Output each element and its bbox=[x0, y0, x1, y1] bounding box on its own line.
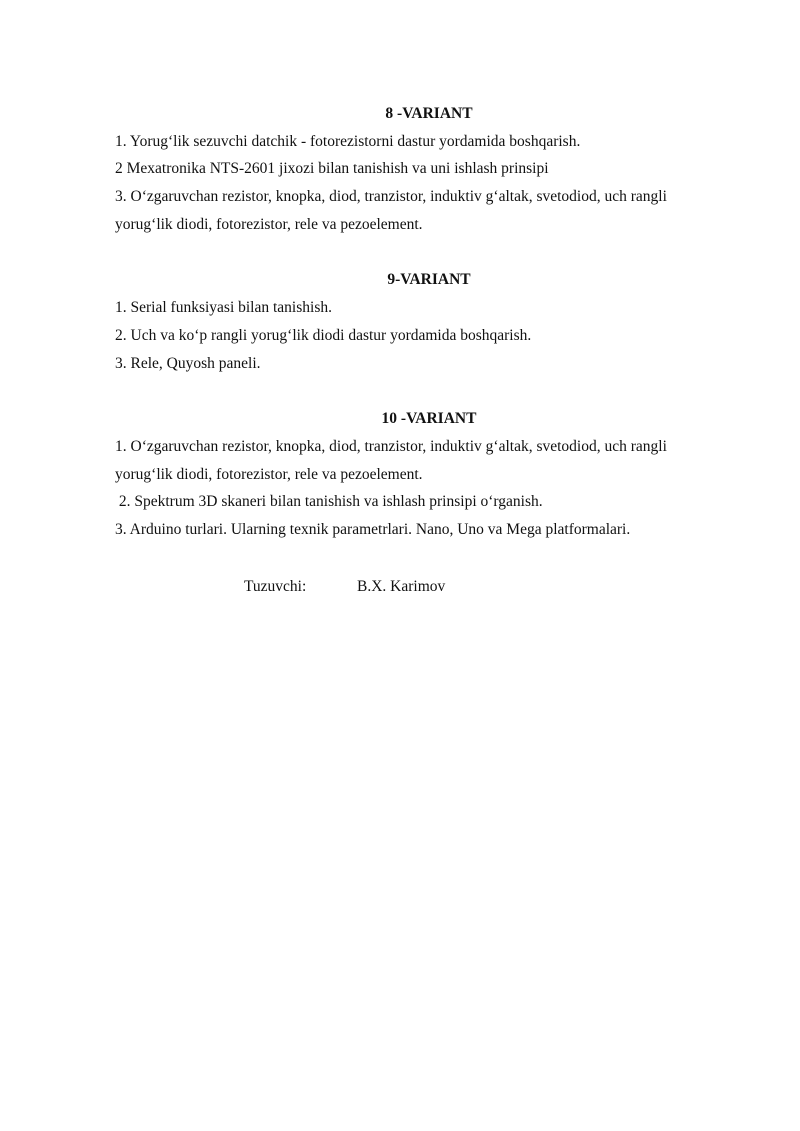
variant-9-item-3: 3. Rele, Quyosh paneli. bbox=[115, 355, 261, 372]
variant-10-item-3-text: Arduino turlari. Ularning texnik parametrlari. Nano, Uno va Mega platformalari. bbox=[129, 521, 631, 538]
variant-10-item-1: 1. O‘zgaruvchan rezistor, knopka, diod, tranzistor, induktiv g‘altak, svetodiod, uch rangli bbox=[115, 438, 667, 455]
variant-10-title: 10 -VARIANT bbox=[381, 410, 477, 427]
variant-8-item-3-continued: yorug‘lik diodi, fotorezistor, rele va pezoelement. bbox=[115, 216, 423, 233]
signature-label: Tuzuvchi: bbox=[244, 578, 307, 595]
variant-10-item-2: 2. Spektrum 3D skaneri bilan tanishish va ishlash prinsipi o‘rganish. bbox=[115, 493, 543, 510]
variant-9-item-2: 2. Uch va ko‘p rangli yorug‘lik diodi dastur yordamida boshqarish. bbox=[115, 327, 532, 344]
variant-8-item-3: 3. O‘zgaruvchan rezistor, knopka, diod, tranzistor, induktiv g‘altak, svetodiod, uch rangli bbox=[115, 188, 667, 205]
variant-8-title: 8 -VARIANT bbox=[385, 105, 473, 122]
variant-10-item-1-continued: yorug‘lik diodi, fotorezistor, rele va pezoelement. bbox=[115, 466, 423, 483]
variant-9-item-1: 1. Serial funksiyasi bilan tanishish. bbox=[115, 299, 332, 316]
signature-name: B.X. Karimov bbox=[357, 578, 446, 595]
variant-8-item-2: 2 Mexatronika NTS-2601 jixozi bilan tanishish va uni ishlash prinsipi bbox=[115, 160, 549, 177]
variant-10-item-3 bbox=[115, 520, 630, 540]
variant-8-item-1: 1. Yorug‘lik sezuvchi datchik - fotorezistorni dastur yordamida boshqarish. bbox=[115, 133, 581, 150]
variant-10-item-3-number: 3. bbox=[115, 521, 127, 538]
variant-9-title: 9-VARIANT bbox=[387, 271, 471, 288]
